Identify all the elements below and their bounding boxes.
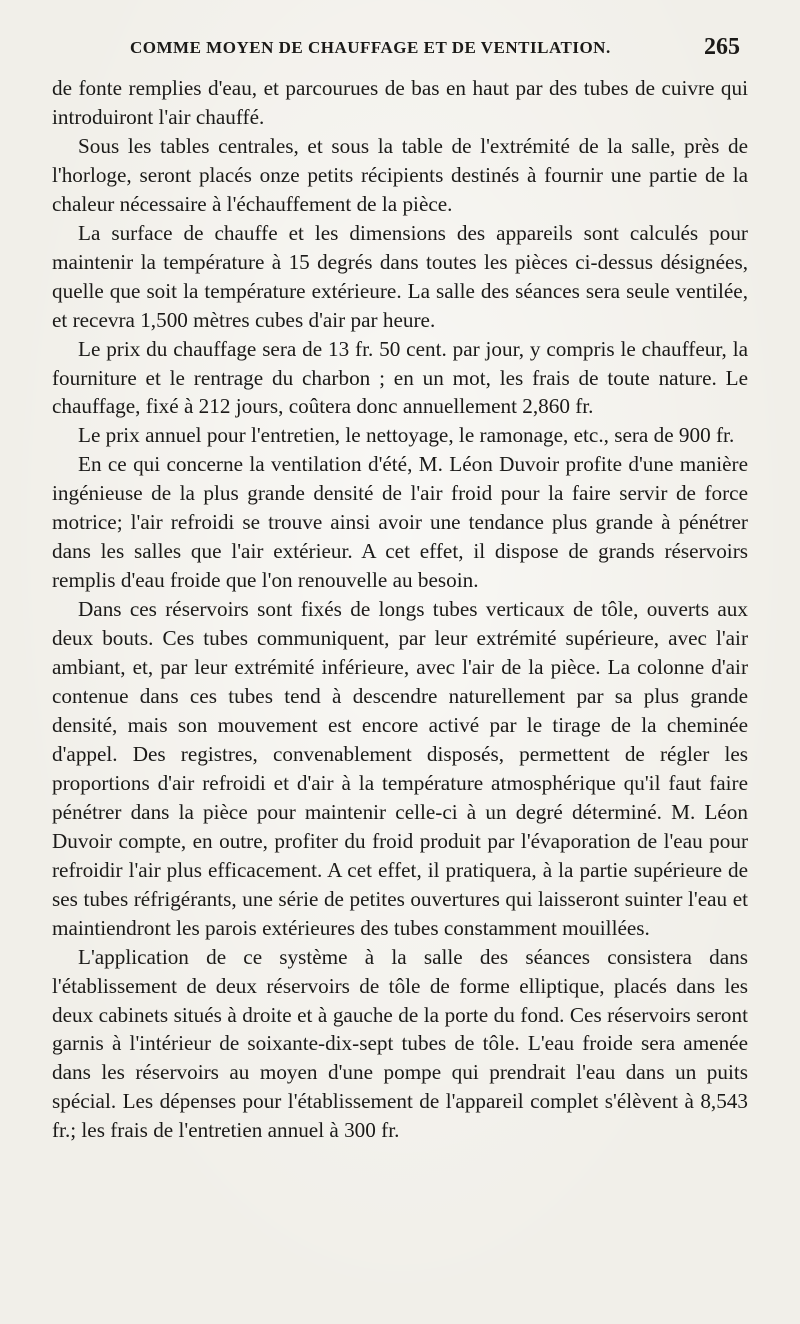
page-number: 265 bbox=[704, 34, 740, 60]
paragraph-3: La surface de chauffe et les dimensions des appareils sont calculés pour maintenir la température à 15 degrés dans toutes les pièces ci-dessus désignées, quelle que soit la température extérieure. La salle des séances sera seule ventilée, et recevra 1,500 mètres cubes d'air par heure. bbox=[52, 220, 748, 332]
body-text bbox=[52, 74, 748, 1145]
paragraph-7: Dans ces réservoirs sont fixés de longs tubes verticaux de tôle, ouverts aux deux bouts. Ces tubes communiquent, par leur extrémité supérieure, avec l'air ambiant, et, par leur extrémité inférieure, avec l'air de la pièce. La colonne d'air contenue dans ces tubes tend à descendre naturellement par sa plus grande densité, mais son mouvement est encore activé par le tirage de la cheminée d'appel. Des registres, convenablement disposés, permettent de régler les proportions d'air refroidi et d'air à la température atmosphérique qu'il faut faire pénétrer dans la pièce pour maintenir celle-ci à un degré déterminé. M. Léon Duvoir compte, en outre, profiter du froid produit par l'évaporation de l'eau pour refroidir l'air plus efficacement. A cet effet, il pratiquera, à la partie supérieure de ses tubes réfrigérants, une série de petites ouvertures qui laisseront suinter l'eau et maintiendront les parois extérieures des tubes constamment mouillées. bbox=[52, 597, 748, 940]
paragraph-5: Le prix annuel pour l'entretien, le nettoyage, le ramonage, etc., sera de 900 fr. bbox=[78, 423, 735, 448]
running-head bbox=[52, 34, 748, 74]
paragraph-8: L'application de ce système à la salle des séances consistera dans l'établissement de deux réservoirs de tôle de forme elliptique, placés dans les deux cabinets situés à droite et à gauche de la porte du fond. Ces réservoirs seront garnis à l'intérieur de soixante-dix-sept tubes de tôle. L'eau froide sera amenée dans les réservoirs au moyen d'une pompe qui prendrait l'eau dans un puits spécial. Les dépenses pour l'établissement de l'appareil complet s'élèvent à 8,543 fr.; les frais de l'entretien annuel à 300 fr. bbox=[52, 944, 748, 1143]
paragraph-4: Le prix du chauffage sera de 13 fr. 50 cent. par jour, y compris le chauffeur, la fourniture et le rentrage du charbon ; en un mot, les frais de toute nature. Le chauffage, fixé à 212 jours, coûtera donc annuellement 2,860 fr. bbox=[52, 336, 748, 419]
running-title: COMME MOYEN DE CHAUFFAGE ET DE VENTILATION. bbox=[130, 38, 611, 57]
paragraph-1: de fonte remplies d'eau, et parcourues de bas en haut par des tubes de cuivre qui introduiront l'air chauffé. bbox=[52, 76, 748, 129]
paragraph-6: En ce qui concerne la ventilation d'été, M. Léon Duvoir profite d'une manière ingénieuse de la plus grande densité de l'air froid pour la faire servir de force motrice; l'air refroidi se trouve ainsi avoir une tendance plus grande à pénétrer dans les salles que l'air extérieur. A cet effet, il dispose de grands réservoirs remplis d'eau froide que l'on renouvelle au besoin. bbox=[52, 452, 748, 593]
paragraph-2: Sous les tables centrales, et sous la table de l'extrémité de la salle, près de l'horloge, seront placés onze petits récipients destinés à fournir une partie de la chaleur nécessaire à l'échauffement de la pièce. bbox=[52, 133, 748, 216]
